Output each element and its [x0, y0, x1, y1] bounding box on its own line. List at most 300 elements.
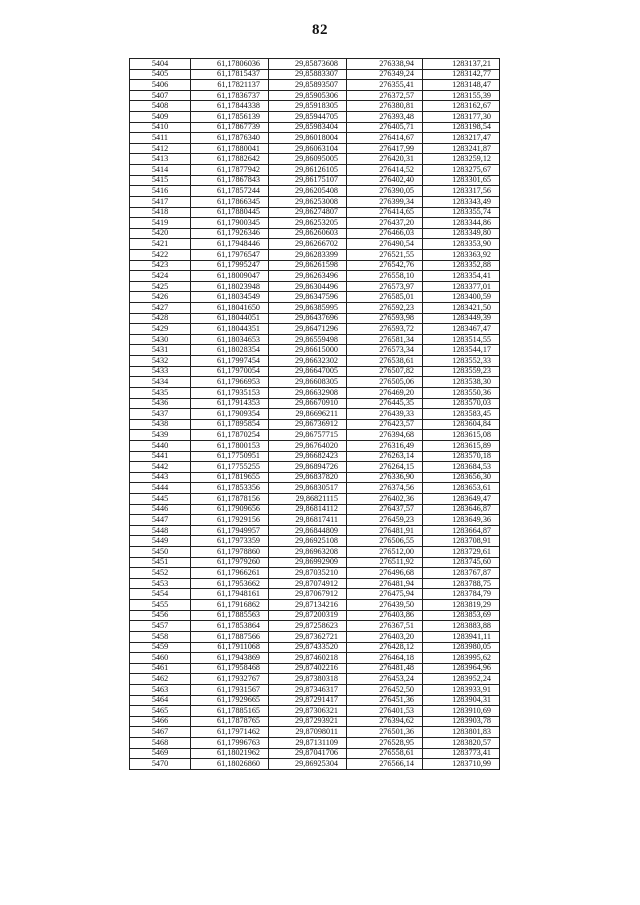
longitude-cell: 29,86894726	[269, 462, 347, 473]
y-coordinate-cell: 1283570,18	[423, 451, 500, 462]
point-number-cell: 5460	[130, 653, 191, 664]
y-coordinate-cell: 1283343,49	[423, 196, 500, 207]
longitude-cell: 29,85944705	[269, 112, 347, 123]
y-coordinate-cell: 1283656,30	[423, 472, 500, 483]
point-number-cell: 5413	[130, 154, 191, 165]
y-coordinate-cell: 1283604,84	[423, 419, 500, 430]
x-coordinate-cell: 276511,92	[347, 557, 423, 568]
latitude-cell: 61,18009047	[191, 271, 269, 282]
y-coordinate-cell: 1283317,56	[423, 186, 500, 197]
longitude-cell: 29,86764020	[269, 440, 347, 451]
longitude-cell: 29,87035210	[269, 568, 347, 579]
point-number-cell: 5428	[130, 313, 191, 324]
y-coordinate-cell: 1283903,78	[423, 716, 500, 727]
x-coordinate-cell: 276505,06	[347, 377, 423, 388]
table-row	[130, 207, 500, 218]
latitude-cell: 61,17948161	[191, 589, 269, 600]
x-coordinate-cell: 276423,57	[347, 419, 423, 430]
x-coordinate-cell: 276501,36	[347, 727, 423, 738]
y-coordinate-cell: 1283275,67	[423, 165, 500, 176]
y-coordinate-cell: 1283653,61	[423, 483, 500, 494]
y-coordinate-cell: 1283301,65	[423, 175, 500, 186]
y-coordinate-cell: 1283352,88	[423, 260, 500, 271]
table-row	[130, 398, 500, 409]
y-coordinate-cell: 1283538,30	[423, 377, 500, 388]
latitude-cell: 61,17909354	[191, 409, 269, 420]
x-coordinate-cell: 276453,24	[347, 674, 423, 685]
x-coordinate-cell: 276521,55	[347, 249, 423, 260]
table-row	[130, 642, 500, 653]
y-coordinate-cell: 1283354,41	[423, 271, 500, 282]
point-number-cell: 5437	[130, 409, 191, 420]
x-coordinate-cell: 276316,49	[347, 440, 423, 451]
latitude-cell: 61,18034653	[191, 334, 269, 345]
y-coordinate-cell: 1283421,50	[423, 303, 500, 314]
longitude-cell: 29,86437696	[269, 313, 347, 324]
y-coordinate-cell: 1283801,83	[423, 727, 500, 738]
x-coordinate-cell: 276481,91	[347, 525, 423, 536]
point-number-cell: 5435	[130, 387, 191, 398]
longitude-cell: 29,86266702	[269, 239, 347, 250]
point-number-cell: 5433	[130, 366, 191, 377]
longitude-cell: 29,86253205	[269, 218, 347, 229]
table-row	[130, 59, 500, 70]
table-row	[130, 281, 500, 292]
y-coordinate-cell: 1283550,36	[423, 387, 500, 398]
x-coordinate-cell: 276542,76	[347, 260, 423, 271]
table-row	[130, 727, 500, 738]
point-number-cell: 5441	[130, 451, 191, 462]
point-number-cell: 5438	[130, 419, 191, 430]
point-number-cell: 5408	[130, 101, 191, 112]
point-number-cell: 5455	[130, 600, 191, 611]
x-coordinate-cell: 276481,48	[347, 663, 423, 674]
longitude-cell: 29,87200319	[269, 610, 347, 621]
y-coordinate-cell: 1283729,61	[423, 547, 500, 558]
point-number-cell: 5429	[130, 324, 191, 335]
point-number-cell: 5411	[130, 133, 191, 144]
y-coordinate-cell: 1283514,55	[423, 334, 500, 345]
x-coordinate-cell: 276496,68	[347, 568, 423, 579]
latitude-cell: 61,17885165	[191, 706, 269, 717]
x-coordinate-cell: 276263,14	[347, 451, 423, 462]
table-row	[130, 695, 500, 706]
longitude-cell: 29,87041706	[269, 748, 347, 759]
table-row	[130, 334, 500, 345]
x-coordinate-cell: 276581,34	[347, 334, 423, 345]
longitude-cell: 29,87306321	[269, 706, 347, 717]
y-coordinate-cell: 1283377,01	[423, 281, 500, 292]
longitude-cell: 29,86205408	[269, 186, 347, 197]
x-coordinate-cell: 276367,51	[347, 621, 423, 632]
y-coordinate-cell: 1283980,05	[423, 642, 500, 653]
latitude-cell: 61,17949957	[191, 525, 269, 536]
table-row	[130, 663, 500, 674]
x-coordinate-cell: 276528,95	[347, 738, 423, 749]
latitude-cell: 61,17973359	[191, 536, 269, 547]
point-number-cell: 5418	[130, 207, 191, 218]
point-number-cell: 5448	[130, 525, 191, 536]
longitude-cell: 29,85893507	[269, 80, 347, 91]
longitude-cell: 29,86615000	[269, 345, 347, 356]
point-number-cell: 5449	[130, 536, 191, 547]
point-number-cell: 5445	[130, 493, 191, 504]
x-coordinate-cell: 276374,56	[347, 483, 423, 494]
longitude-cell: 29,85983404	[269, 122, 347, 133]
table-row	[130, 738, 500, 749]
point-number-cell: 5434	[130, 377, 191, 388]
point-number-cell: 5459	[130, 642, 191, 653]
y-coordinate-cell: 1283952,24	[423, 674, 500, 685]
table-row	[130, 313, 500, 324]
point-number-cell: 5470	[130, 759, 191, 770]
table-row	[130, 631, 500, 642]
latitude-cell: 61,17979260	[191, 557, 269, 568]
x-coordinate-cell: 276414,67	[347, 133, 423, 144]
point-number-cell: 5425	[130, 281, 191, 292]
point-number-cell: 5410	[130, 122, 191, 133]
point-number-cell: 5405	[130, 69, 191, 80]
longitude-cell: 29,86670910	[269, 398, 347, 409]
coordinates-table-body	[130, 59, 500, 770]
longitude-cell: 29,86253008	[269, 196, 347, 207]
table-row	[130, 462, 500, 473]
point-number-cell: 5427	[130, 303, 191, 314]
longitude-cell: 29,86821115	[269, 493, 347, 504]
table-row	[130, 430, 500, 441]
table-row	[130, 292, 500, 303]
x-coordinate-cell: 276390,05	[347, 186, 423, 197]
x-coordinate-cell: 276355,41	[347, 80, 423, 91]
y-coordinate-cell: 1283710,99	[423, 759, 500, 770]
longitude-cell: 29,86757715	[269, 430, 347, 441]
y-coordinate-cell: 1283217,47	[423, 133, 500, 144]
table-row	[130, 80, 500, 91]
y-coordinate-cell: 1283559,23	[423, 366, 500, 377]
y-coordinate-cell: 1283788,75	[423, 578, 500, 589]
point-number-cell: 5467	[130, 727, 191, 738]
x-coordinate-cell: 276403,20	[347, 631, 423, 642]
table-row	[130, 706, 500, 717]
longitude-cell: 29,86263496	[269, 271, 347, 282]
y-coordinate-cell: 1283467,47	[423, 324, 500, 335]
x-coordinate-cell: 276420,31	[347, 154, 423, 165]
table-row	[130, 324, 500, 335]
x-coordinate-cell: 276437,20	[347, 218, 423, 229]
x-coordinate-cell: 276490,54	[347, 239, 423, 250]
latitude-cell: 61,18044051	[191, 313, 269, 324]
table-row	[130, 239, 500, 250]
x-coordinate-cell: 276439,50	[347, 600, 423, 611]
x-coordinate-cell: 276475,94	[347, 589, 423, 600]
x-coordinate-cell: 276336,90	[347, 472, 423, 483]
point-number-cell: 5422	[130, 249, 191, 260]
point-number-cell: 5450	[130, 547, 191, 558]
y-coordinate-cell: 1283155,39	[423, 90, 500, 101]
y-coordinate-cell: 1283941,11	[423, 631, 500, 642]
longitude-cell: 29,86632908	[269, 387, 347, 398]
x-coordinate-cell: 276507,82	[347, 366, 423, 377]
x-coordinate-cell: 276452,50	[347, 684, 423, 695]
longitude-cell: 29,87258623	[269, 621, 347, 632]
point-number-cell: 5452	[130, 568, 191, 579]
longitude-cell: 29,87291417	[269, 695, 347, 706]
longitude-cell: 29,87067912	[269, 589, 347, 600]
table-row	[130, 716, 500, 727]
y-coordinate-cell: 1283883,88	[423, 621, 500, 632]
latitude-cell: 61,17867843	[191, 175, 269, 186]
table-row	[130, 186, 500, 197]
longitude-cell: 29,86385995	[269, 303, 347, 314]
longitude-cell: 29,87460218	[269, 653, 347, 664]
table-row	[130, 621, 500, 632]
y-coordinate-cell: 1283767,87	[423, 568, 500, 579]
y-coordinate-cell: 1283708,91	[423, 536, 500, 547]
latitude-cell: 61,17878765	[191, 716, 269, 727]
point-number-cell: 5423	[130, 260, 191, 271]
table-row	[130, 249, 500, 260]
point-number-cell: 5443	[130, 472, 191, 483]
x-coordinate-cell: 276394,62	[347, 716, 423, 727]
longitude-cell: 29,87362721	[269, 631, 347, 642]
longitude-cell: 29,87074912	[269, 578, 347, 589]
latitude-cell: 61,17750951	[191, 451, 269, 462]
point-number-cell: 5407	[130, 90, 191, 101]
table-row	[130, 90, 500, 101]
table-row	[130, 684, 500, 695]
latitude-cell: 61,17931567	[191, 684, 269, 695]
point-number-cell: 5462	[130, 674, 191, 685]
point-number-cell: 5439	[130, 430, 191, 441]
x-coordinate-cell: 276558,61	[347, 748, 423, 759]
table-row	[130, 112, 500, 123]
latitude-cell: 61,17878156	[191, 493, 269, 504]
longitude-cell: 29,86260603	[269, 228, 347, 239]
point-number-cell: 5461	[130, 663, 191, 674]
latitude-cell: 61,17806036	[191, 59, 269, 70]
point-number-cell: 5415	[130, 175, 191, 186]
coordinates-table	[129, 58, 500, 770]
table-row	[130, 175, 500, 186]
longitude-cell: 29,86736912	[269, 419, 347, 430]
longitude-cell: 29,85918305	[269, 101, 347, 112]
table-row	[130, 409, 500, 420]
latitude-cell: 61,17877942	[191, 165, 269, 176]
y-coordinate-cell: 1283933,91	[423, 684, 500, 695]
y-coordinate-cell: 1283773,41	[423, 748, 500, 759]
longitude-cell: 29,86274807	[269, 207, 347, 218]
latitude-cell: 61,17900345	[191, 218, 269, 229]
latitude-cell: 61,17997454	[191, 356, 269, 367]
table-row	[130, 440, 500, 451]
latitude-cell: 61,17870254	[191, 430, 269, 441]
table-row	[130, 303, 500, 314]
table-row	[130, 271, 500, 282]
longitude-cell: 29,86925108	[269, 536, 347, 547]
x-coordinate-cell: 276349,24	[347, 69, 423, 80]
latitude-cell: 61,17958468	[191, 663, 269, 674]
y-coordinate-cell: 1283552,33	[423, 356, 500, 367]
latitude-cell: 61,18026860	[191, 759, 269, 770]
table-row	[130, 748, 500, 759]
y-coordinate-cell: 1283363,92	[423, 249, 500, 260]
latitude-cell: 61,17895854	[191, 419, 269, 430]
x-coordinate-cell: 276573,97	[347, 281, 423, 292]
y-coordinate-cell: 1283349,80	[423, 228, 500, 239]
longitude-cell: 29,86304496	[269, 281, 347, 292]
longitude-cell: 29,86682423	[269, 451, 347, 462]
y-coordinate-cell: 1283853,69	[423, 610, 500, 621]
y-coordinate-cell: 1283784,79	[423, 589, 500, 600]
latitude-cell: 61,17856139	[191, 112, 269, 123]
table-row	[130, 536, 500, 547]
point-number-cell: 5420	[130, 228, 191, 239]
table-row	[130, 387, 500, 398]
latitude-cell: 61,17755255	[191, 462, 269, 473]
point-number-cell: 5453	[130, 578, 191, 589]
point-number-cell: 5458	[130, 631, 191, 642]
latitude-cell: 61,17887566	[191, 631, 269, 642]
latitude-cell: 61,17935153	[191, 387, 269, 398]
x-coordinate-cell: 276380,81	[347, 101, 423, 112]
longitude-cell: 29,87380318	[269, 674, 347, 685]
point-number-cell: 5419	[130, 218, 191, 229]
x-coordinate-cell: 276585,01	[347, 292, 423, 303]
longitude-cell: 29,86608305	[269, 377, 347, 388]
latitude-cell: 61,17880041	[191, 143, 269, 154]
latitude-cell: 61,17976547	[191, 249, 269, 260]
latitude-cell: 61,18034549	[191, 292, 269, 303]
x-coordinate-cell: 276401,53	[347, 706, 423, 717]
point-number-cell: 5414	[130, 165, 191, 176]
point-number-cell: 5468	[130, 738, 191, 749]
y-coordinate-cell: 1283904,31	[423, 695, 500, 706]
latitude-cell: 61,17971462	[191, 727, 269, 738]
point-number-cell: 5454	[130, 589, 191, 600]
table-row	[130, 218, 500, 229]
x-coordinate-cell: 276566,14	[347, 759, 423, 770]
page-number: 82	[312, 22, 328, 38]
y-coordinate-cell: 1283820,57	[423, 738, 500, 749]
point-number-cell: 5457	[130, 621, 191, 632]
latitude-cell: 61,18021962	[191, 748, 269, 759]
point-number-cell: 5430	[130, 334, 191, 345]
longitude-cell: 29,86632302	[269, 356, 347, 367]
y-coordinate-cell: 1283583,45	[423, 409, 500, 420]
latitude-cell: 61,17866345	[191, 196, 269, 207]
y-coordinate-cell: 1283137,21	[423, 59, 500, 70]
point-number-cell: 5456	[130, 610, 191, 621]
y-coordinate-cell: 1283241,87	[423, 143, 500, 154]
y-coordinate-cell: 1283570,03	[423, 398, 500, 409]
longitude-cell: 29,86814112	[269, 504, 347, 515]
latitude-cell: 61,17929665	[191, 695, 269, 706]
table-row	[130, 196, 500, 207]
x-coordinate-cell: 276451,36	[347, 695, 423, 706]
y-coordinate-cell: 1283664,87	[423, 525, 500, 536]
point-number-cell: 5446	[130, 504, 191, 515]
latitude-cell: 61,17853356	[191, 483, 269, 494]
longitude-cell: 29,86992909	[269, 557, 347, 568]
latitude-cell: 61,17857244	[191, 186, 269, 197]
table-row	[130, 165, 500, 176]
table-row	[130, 600, 500, 611]
table-row	[130, 133, 500, 144]
y-coordinate-cell: 1283400,59	[423, 292, 500, 303]
table-row	[130, 356, 500, 367]
latitude-cell: 61,17800153	[191, 440, 269, 451]
table-row	[130, 610, 500, 621]
y-coordinate-cell: 1283745,60	[423, 557, 500, 568]
x-coordinate-cell: 276394,68	[347, 430, 423, 441]
x-coordinate-cell: 276405,71	[347, 122, 423, 133]
longitude-cell: 29,87293921	[269, 716, 347, 727]
y-coordinate-cell: 1283259,12	[423, 154, 500, 165]
table-row	[130, 547, 500, 558]
table-row	[130, 653, 500, 664]
y-coordinate-cell: 1283995,62	[423, 653, 500, 664]
longitude-cell: 29,86647005	[269, 366, 347, 377]
table-row	[130, 515, 500, 526]
point-number-cell: 5432	[130, 356, 191, 367]
y-coordinate-cell: 1283148,47	[423, 80, 500, 91]
x-coordinate-cell: 276437,57	[347, 504, 423, 515]
table-row	[130, 759, 500, 770]
y-coordinate-cell: 1283344,86	[423, 218, 500, 229]
point-number-cell: 5447	[130, 515, 191, 526]
longitude-cell: 29,85873608	[269, 59, 347, 70]
table-row	[130, 451, 500, 462]
table-row	[130, 483, 500, 494]
latitude-cell: 61,18028354	[191, 345, 269, 356]
longitude-cell: 29,86175107	[269, 175, 347, 186]
y-coordinate-cell: 1283964,96	[423, 663, 500, 674]
x-coordinate-cell: 276402,40	[347, 175, 423, 186]
latitude-cell: 61,17948446	[191, 239, 269, 250]
table-row	[130, 143, 500, 154]
x-coordinate-cell: 276464,18	[347, 653, 423, 664]
y-coordinate-cell: 1283819,29	[423, 600, 500, 611]
latitude-cell: 61,17966953	[191, 377, 269, 388]
point-number-cell: 5469	[130, 748, 191, 759]
table-row	[130, 260, 500, 271]
x-coordinate-cell: 276593,72	[347, 324, 423, 335]
x-coordinate-cell: 276393,48	[347, 112, 423, 123]
x-coordinate-cell: 276403,86	[347, 610, 423, 621]
latitude-cell: 61,18044351	[191, 324, 269, 335]
x-coordinate-cell: 276592,23	[347, 303, 423, 314]
latitude-cell: 61,17970054	[191, 366, 269, 377]
y-coordinate-cell: 1283355,74	[423, 207, 500, 218]
point-number-cell: 5426	[130, 292, 191, 303]
x-coordinate-cell: 276338,94	[347, 59, 423, 70]
x-coordinate-cell: 276445,35	[347, 398, 423, 409]
x-coordinate-cell: 276593,98	[347, 313, 423, 324]
y-coordinate-cell: 1283142,77	[423, 69, 500, 80]
latitude-cell: 61,17996763	[191, 738, 269, 749]
x-coordinate-cell: 276428,12	[347, 642, 423, 653]
longitude-cell: 29,87134216	[269, 600, 347, 611]
latitude-cell: 61,17880445	[191, 207, 269, 218]
longitude-cell: 29,86830517	[269, 483, 347, 494]
y-coordinate-cell: 1283646,87	[423, 504, 500, 515]
x-coordinate-cell: 276459,23	[347, 515, 423, 526]
longitude-cell: 29,85883307	[269, 69, 347, 80]
y-coordinate-cell: 1283615,89	[423, 440, 500, 451]
x-coordinate-cell: 276538,61	[347, 356, 423, 367]
longitude-cell: 29,87346317	[269, 684, 347, 695]
point-number-cell: 5465	[130, 706, 191, 717]
